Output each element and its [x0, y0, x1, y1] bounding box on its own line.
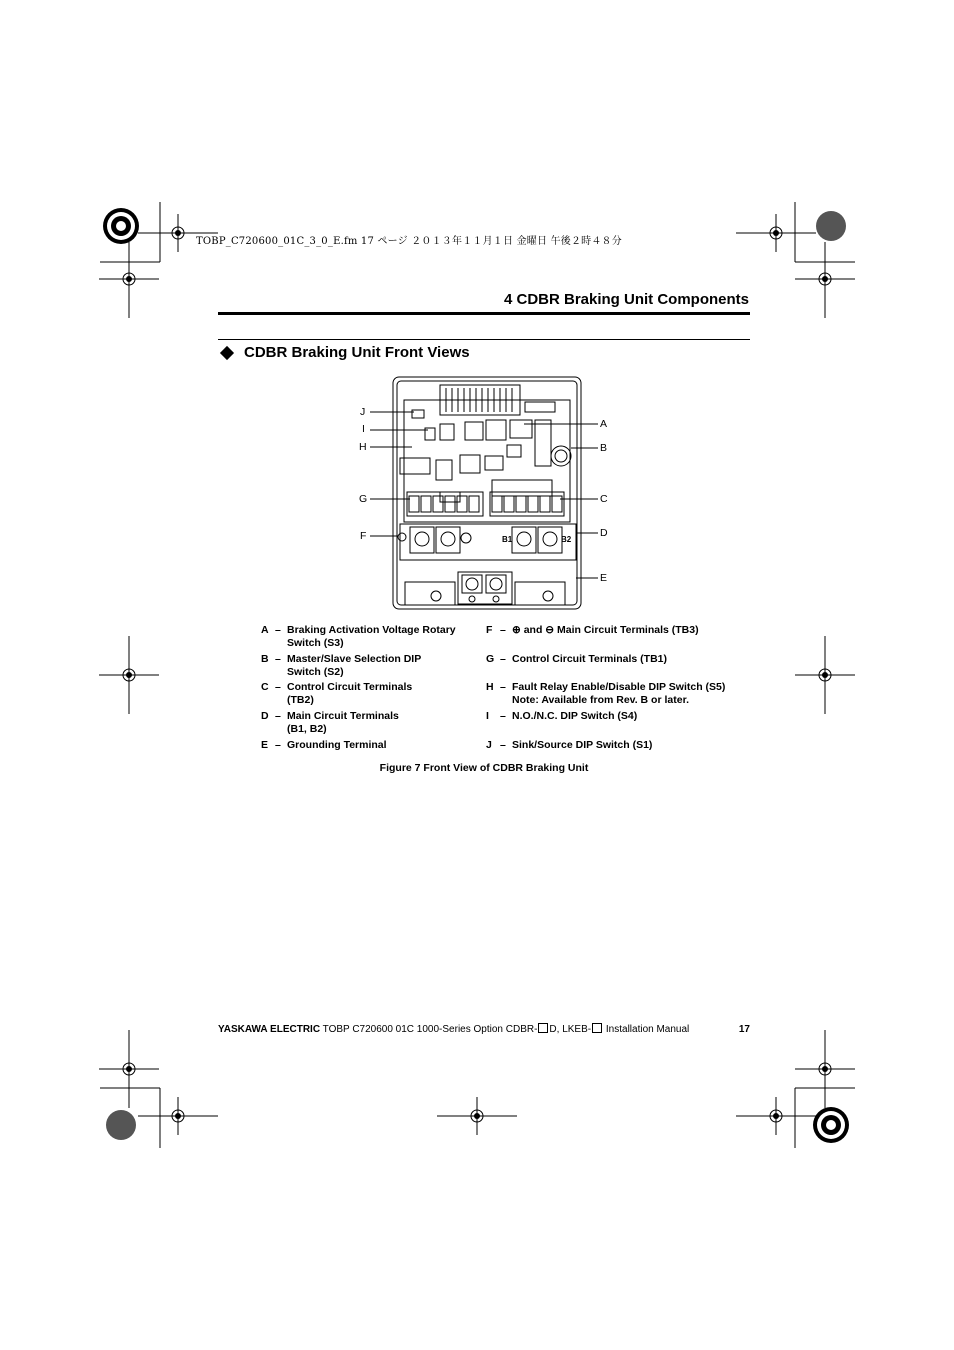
page-number: 17	[738, 1023, 750, 1035]
legend-item: H – Fault Relay Enable/Disable DIP Switch (S5) Note: Available from Rev. B or later.	[486, 681, 752, 707]
callout-g: G	[359, 493, 368, 505]
main-terminals-tb3	[410, 527, 460, 553]
footer-doc-c: Installation Manual	[603, 1024, 690, 1035]
figure-caption: Figure 7 Front View of CDBR Braking Unit	[379, 762, 589, 774]
legend-item: C – Control Circuit Terminals (TB2)	[261, 681, 413, 706]
callout-c: C	[600, 493, 608, 505]
legend-item: B – Master/Slave Selection DIP Switch (S2)	[261, 653, 422, 678]
legend-item: A – Braking Activation Voltage Rotary Switch (S3)	[261, 624, 456, 649]
callout-j: J	[360, 406, 366, 418]
callout-h: H	[359, 441, 367, 453]
callout-e: E	[600, 572, 608, 584]
terminal-label-b1: B1	[502, 535, 513, 544]
legend-note: Note: Available from Rev. B or later.	[512, 694, 689, 706]
section-title: 4 CDBR Braking Unit Components	[503, 291, 749, 308]
callout-i: I	[362, 423, 365, 435]
legend-item: D – Main Circuit Terminals (B1, B2)	[261, 710, 399, 735]
legend-item: J – Sink/Source DIP Switch (S1)	[486, 739, 653, 751]
subsection-title: CDBR Braking Unit Front Views	[244, 344, 470, 361]
printer-line: TOBP_C720600_01C_3_0_E.fm 17 ページ ２０１３年１１月１日 金曜日 午後２時４８分	[196, 236, 622, 247]
terminal-label-b2: B2	[561, 535, 572, 544]
legend-item: E – Grounding Terminal	[261, 739, 387, 751]
page-footer	[218, 1023, 750, 1035]
legend-item: I – N.O./N.C. DIP Switch (S4)	[486, 710, 638, 722]
control-terminals-tb1	[407, 492, 483, 516]
footer-doc-a: TOBP C720600 01C 1000-Series Option CDBR-	[322, 1024, 538, 1035]
main-terminals-b1-b2	[512, 527, 562, 553]
placeholder-box-icon	[592, 1023, 602, 1033]
callout-a: A	[600, 418, 608, 430]
footer-brand: YASKAWA ELECTRIC	[218, 1024, 321, 1035]
callout-d: D	[600, 527, 608, 539]
footer-doc-b: D, LKEB-	[549, 1024, 592, 1035]
legend-item: F – ⊕ and ⊖ Main Circuit Terminals (TB3)	[486, 624, 699, 636]
callout-b: B	[600, 442, 608, 454]
callout-f: F	[360, 530, 367, 542]
legend-item: G – Control Circuit Terminals (TB1)	[486, 653, 667, 665]
placeholder-box-icon	[538, 1023, 548, 1033]
grounding-terminal	[458, 572, 512, 604]
